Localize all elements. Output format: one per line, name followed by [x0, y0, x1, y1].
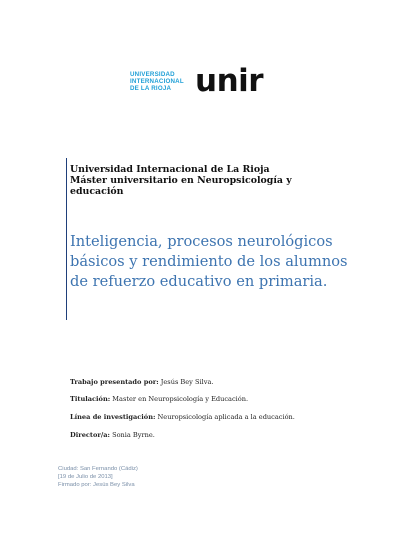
titulacion-row	[70, 395, 248, 403]
institution-line-2: Máster universitario en Neuropsicología y	[70, 175, 292, 186]
document-title	[70, 232, 370, 292]
title-line-2: básicos y rendimiento de los alumnos	[70, 253, 348, 270]
director-label: Director/a:	[70, 431, 110, 439]
logo-wordmark: unir	[195, 63, 264, 99]
footer-ciudad: Ciudad: San Fernando (Cádiz)	[58, 466, 138, 472]
footer-fecha: [19 de Julio de 2013]	[58, 474, 113, 481]
institution-block	[70, 164, 340, 197]
director-row	[70, 431, 155, 439]
linea-label: Línea de investigación:	[70, 413, 156, 421]
linea-row	[70, 413, 295, 421]
titulacion-label: Titulación:	[70, 395, 111, 403]
trabajo-value: Jesús Bey Silva.	[160, 378, 214, 386]
logo-line-3: DE LA RIOJA	[130, 85, 172, 93]
unir-logo	[130, 63, 280, 103]
footer-info	[58, 465, 138, 490]
title-line-3: de refuerzo educativo en primaria.	[70, 273, 328, 290]
linea-value: Neuropsicología aplicada a la educación.	[157, 413, 295, 421]
logo-line-1: UNIVERSIDAD	[130, 71, 175, 78]
title-line-1: Inteligencia, procesos neurológicos	[70, 233, 333, 250]
trabajo-row	[70, 378, 213, 386]
logo-university-name	[130, 71, 184, 93]
footer-firmado: Firmado por: Jesús Bey Silva	[58, 482, 135, 489]
titulacion-value: Master en Neuropsicología y Educación.	[112, 395, 249, 403]
director-value: Sonia Byrne.	[112, 431, 155, 439]
title-rule	[66, 158, 67, 320]
logo-line-2: INTERNACIONAL	[130, 78, 184, 86]
institution-line-1: Universidad Internacional de La Rioja	[70, 164, 270, 175]
trabajo-label: Trabajo presentado por:	[70, 378, 159, 386]
institution-line-3: educación	[70, 186, 124, 197]
